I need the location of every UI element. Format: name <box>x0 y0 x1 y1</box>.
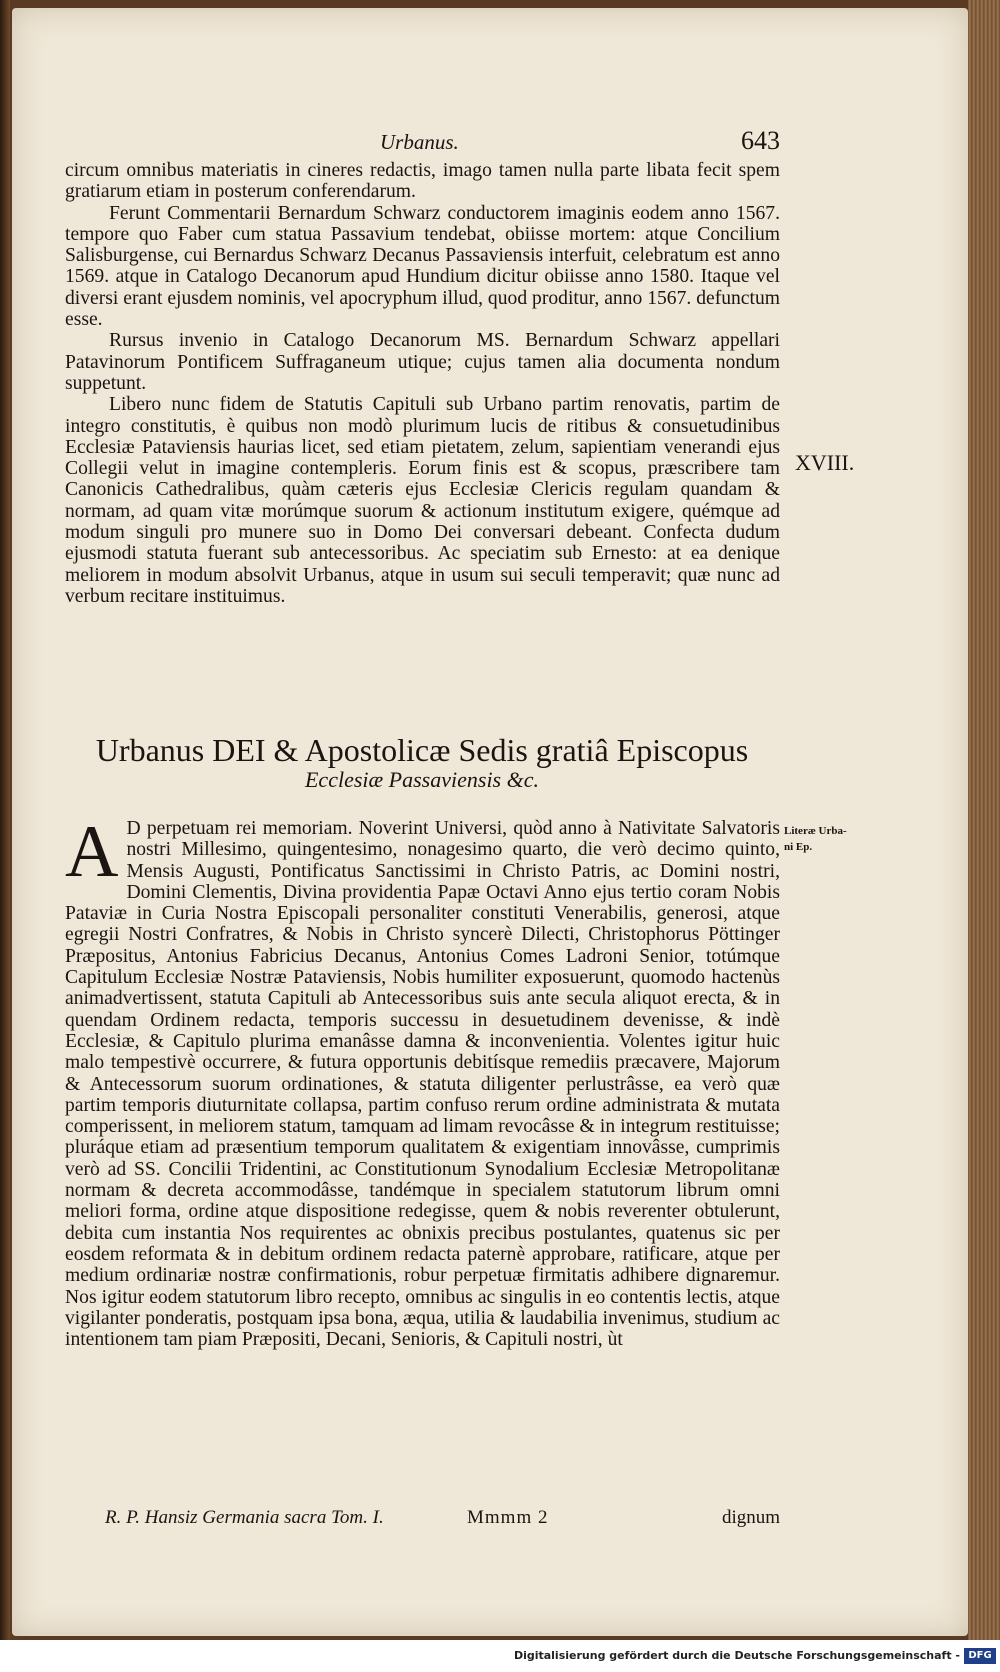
margin-note <box>784 823 847 855</box>
book-binding-left <box>0 0 10 1640</box>
credit-text: Digitalisierung gefördert durch die Deutsche Forschungsgemeinschaft - <box>513 1649 960 1662</box>
dfg-logo: DFG <box>964 1648 996 1664</box>
margin-note-line-2: ni Ep. <box>784 841 813 853</box>
book-page-edges-right <box>968 0 1000 1640</box>
running-title: Urbanus. <box>380 130 459 154</box>
page-header <box>380 126 780 156</box>
catchword: dignum <box>721 1507 780 1528</box>
digitization-credit <box>0 1646 1000 1668</box>
charter-body: D perpetuam rei memoriam. Noverint Universi, quòd anno à Nativitate Salvatoris nostri Millesimo, quingentesimo, nonagesimo quarto, die verò decimo quinto, Mensis Augusti, Pontificatus Sanctissimi in Christo Patris, ac Domini nostri, Domini Clementis, Divina providentia Papæ Octavi Anno ejus tertio coram Nobis Pataviæ in Curia Nostra Episcopali personaliter constituti Venerabilis, generosi, atque egregii Nostri Confratres, & Nobis in Christo syncerè Dilecti, Christophorus Pöttinger Præpositus, Antonius Fabricius Decanus, Antonius Comes Ladroni Senior, totúmque Capitulum Ecclesiæ Nostræ Pataviensis, Nobis humiliter exposuerunt, quomodo hactenùs animadvertissent, statuta Capituli ab Antecessoribus suis ante secula aliquot erecta, & in quendam Ordinem redacta, temporis successu in desuetudinem devenisse, & indè Ecclesiæ, & Capitulo plurima emanâsse damna & inconvenientia. Volentes igitur huic malo tempestivè occurrere, & futura opportunis debitísque remediis præcavere, Majorum & Antecessorum suorum ordinationes, & statuta diligenter perlustrâsse, ea verò quæ partim temporis diuturnitate collapsa, partim confuso rerum ordine administrata & mutata comperissent, in meliorem statum, tamquam ad limam revocâsse & in integrum restituisse; pluráque etiam ad præsentium temporum qualitatem & exigentiam innovâsse, cumprimis verò ad SS. Concilii Tridentini, ac Constitutionum Synodalium Ecclesiæ Metropolitanæ normam & decreta accommodâsse, tandémque in specialem statutorum librum omni meliori forma, ordine atque dispositione redegisse, quem & nobis reverenter obtulerunt, debita cum instantia Nos requirentes ac obnixis precibus postulantes, quatenus sic per eosdem reformata & in debitum ordinem redacta paternè approbare, ratificare, atque per medium ordinariæ nostræ confirmationis, robur perpetuæ firmitatis adhibere dignaremur. Nos igitur eodem statutorum libro recepto, omnibus ac singulis in eo contentis lectis, atque vigilanter ponderatis, postquam ipsa bona, æqua, utilia & laudabilia invenimus, studium ac intentionem tam piam Præpositi, Decani, Senioris, & Capituli nostri, ùt <box>65 818 780 1351</box>
footer-citation: R. P. Hansiz Germania sacra Tom. I. <box>105 1507 384 1528</box>
body-text-top <box>65 160 780 607</box>
charter-heading <box>62 732 782 792</box>
heading-line-1: Urbanus DEI & Apostolicæ Sedis gratiâ Episcopus <box>95 732 749 768</box>
section-number: XVIII. <box>795 450 855 475</box>
signature-mark: Mmmm 2 <box>467 1507 549 1528</box>
paragraph-4: Libero nunc fidem de Statutis Capituli sub Urbano partim renovatis, partim de integro constitutis, è quibus non modò plurimum lucis de ritibus & consuetudinibus Ecclesiæ Pataviensis haurias licet, sed etiam pietatem, zelum, sapientiam venerandi ejus Collegii velut in imagine contempleris. Eorum finis est & scopus, præscribere tam Canonicis Cathedralibus, quàm cæteris ejus Ecclesiæ Clericis regulam quandam & normam, ad quam vitæ morúmque suorum & actionum institutum exigere, quémque ad modum singuli pro munere suo in Domo Dei conversari debeant. Confecta dudum ejusmodi statuta fuerant sub antecessoribus. Ac speciatim sub Ernesto: at ea denique meliorem in modum absolvit Urbanus, atque in usum sui seculi temperavit; quæ nunc ad verbum recitare instituimus. <box>65 394 780 607</box>
paragraph-3: Rursus invenio in Catalogo Decanorum MS. Bernardum Schwarz appellari Patavinorum Pontificem Suffraganeum utique; cujus tamen alia documenta nondum suppetunt. <box>65 330 780 394</box>
paragraph-1: circum omnibus materiatis in cineres redactis, imago tamen nulla parte libata fecit spem gratiarum etiam in posterum conferendarum. <box>65 160 780 203</box>
page-footer <box>105 1507 780 1533</box>
page-number: 643 <box>741 126 780 155</box>
margin-note-line-1: Literæ Urba- <box>784 825 847 837</box>
heading-line-2: Ecclesiæ Passaviensis &c. <box>304 767 539 792</box>
charter-text <box>65 811 780 1351</box>
paragraph-2: Ferunt Commentarii Bernardum Schwarz conductorem imaginis eodem anno 1567. tempore quo Faber cum statua Passavium tendebat, obiisse mortem: atque Concilium Salisburgense, cui Bernardus Schwarz Decanus Passaviensis interfuit, celebratum est anno 1569. atque in Catalogo Decanorum apud Hundium dicitur obiisse anno 1580. Itaque vel diversi erant ejusdem nominis, vel apocryphum illud, quod proditur, anno 1567. defunctum esse. <box>65 202 780 331</box>
drop-cap: A <box>65 811 119 893</box>
